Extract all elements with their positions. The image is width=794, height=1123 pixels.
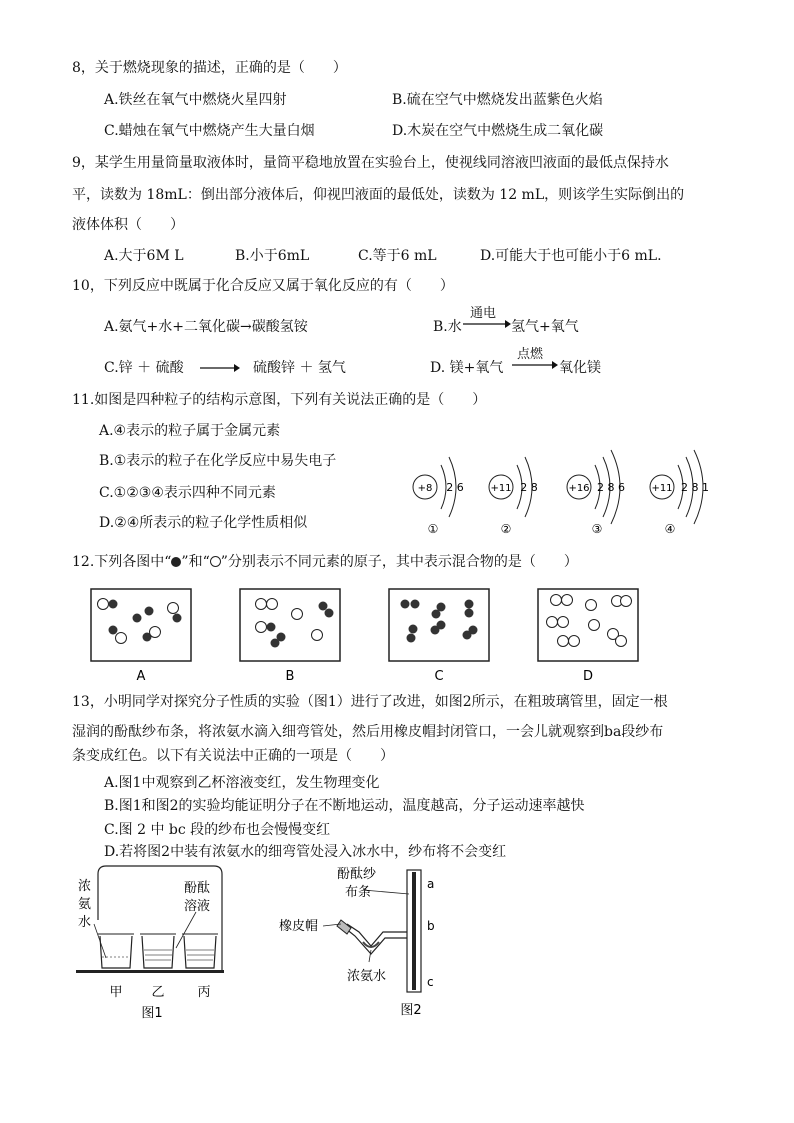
particle-box-a [91,589,191,684]
fig1-caption: 图1 [141,1006,163,1021]
atom-4-shells: 2 8 1 [681,481,709,494]
q10-stem: 10，下列反应中既属于化合反应又属于氧化反应的有（ ） [72,278,454,294]
fig1-cup-label-jia: 甲 [109,985,123,1000]
atom-diagram-2 [489,457,538,536]
fig2-ammonia-label: 浓氨水 [347,969,387,984]
particle-box-d [538,589,638,684]
fig1-cup-label-bing: 丙 [197,985,211,1000]
q10-option-d-reactant: D. 镁+氧气 [430,360,504,376]
cup-bing [182,934,218,968]
q10-option-d-condition: 点燃 [517,347,544,362]
q9-line-3: 液体体积（ ） [72,217,184,233]
atom-2-nucleus: +11 [490,483,512,494]
atom-3-shells: 2 8 6 [597,481,625,494]
q8-option-d: D.木炭在空气中燃烧生成二氧化碳 [392,123,604,139]
q13-line-2: 湿润的酚酞纱布条，将浓氨水滴入细弯管处，然后用橡皮帽封闭管口，一会儿就观察到ba段纱布 [72,724,664,740]
atom-3-nucleus: +16 [568,483,590,494]
box-b-label: B [285,669,295,684]
atom-diagram-4 [650,450,709,536]
atom-3-label: ③ [591,522,603,536]
q12-stem [72,553,578,571]
q10-option-c-product: 硫酸锌 ＋ 氢气 [253,360,346,376]
q12-stem-part-1: 12.下列各图中“ [72,554,172,570]
q8-option-b: B.硫在空气中燃烧发出蓝紫色火焰 [392,92,603,108]
fig1-phenolphthalein-label-2: 溶液 [184,899,211,914]
q11-option-d: D.②④所表示的粒子化学性质相似 [99,515,308,531]
particle-box-b [240,589,340,684]
fig1-ammonia-label-2: 氨 [78,897,92,912]
q13-option-a: A.图1中观察到乙杯溶液变红，发生物理变化 [104,775,380,791]
figure-2-apparatus [275,862,455,1022]
q10-option-c-reactant: C.锌 ＋ 硫酸 [104,360,184,376]
atom-2-shells: 2 8 [520,481,538,494]
atom-2-label: ② [500,522,512,536]
q10-option-b-arrow [463,318,511,330]
q10-option-d-product: 氧化镁 [559,360,601,376]
q8-option-a: A.铁丝在氧气中燃烧火星四射 [104,92,287,108]
fig1-cup-label-yi: 乙 [151,985,165,1000]
cup-yi [140,934,176,968]
fig2-mark-c: c [427,975,434,989]
q11-option-c: C.①②③④表示四种不同元素 [99,485,276,501]
figure-1-apparatus [72,862,242,1022]
box-a-label: A [136,669,146,684]
q13-line-3: 条变成红色。以下有关说法中正确的一项是（ ） [72,748,394,764]
q13-line-1: 13，小明同学对探究分子性质的实验（图1）进行了改进，如图2所示，在粗玻璃管里，固定一根 [72,694,668,710]
q11-stem: 11.如图是四种粒子的结构示意图，下列有关说法正确的是（ ） [72,392,487,408]
q13-option-d: D.若将图2中装有浓氨水的细弯管处浸入冰水中，纱布将不会变红 [104,844,507,860]
atom-4-label: ④ [664,522,676,536]
atom-4-nucleus: +11 [651,483,673,494]
q10-option-b-reactant: B.水 [433,319,462,335]
q9-option-b: B.小于6mL [235,248,310,264]
q13-option-b: B.图1和图2的实验均能证明分子在不断地运动，温度越高，分子运动速率越快 [104,798,585,814]
fig1-ammonia-label-3: 水 [78,915,92,930]
q10-option-b-product: 氢气+氧气 [511,319,579,335]
box-c-label: C [434,669,444,684]
atom-diagram-1 [413,457,464,536]
fig2-mark-a: a [427,877,435,891]
fig2-cloth-label-2: 布条 [345,885,372,900]
q11-option-a: A.④表示的粒子属于金属元素 [99,423,281,439]
fig1-ammonia-label-1: 浓 [78,879,92,894]
q10-option-c-arrow [200,362,240,374]
atom-diagram-3 [567,450,625,536]
q10-option-a: A.氨气+水+二氧化碳→碳酸氢铵 [104,319,308,335]
q12-stem-part-2: ”和“ [181,554,210,570]
particle-box-c [389,589,489,684]
q9-line-2: 平，读数为 18mL：倒出部分液体后，仰视凹液面的最低处，读数为 12 mL，则该学生实际倒出的 [72,187,685,203]
atom-1-nucleus: +8 [417,483,433,494]
box-d-label: D [582,669,594,684]
atom-1-label: ① [427,522,439,536]
fig2-caption: 图2 [400,1003,422,1018]
q10-option-d-arrow [512,359,558,371]
q12-stem-part-3: ”分别表示不同元素的原子，其中表示混合物的是（ ） [220,554,578,570]
filled-atom-icon [171,557,181,567]
q8-stem: 8，关于燃烧现象的描述，正确的是（ ） [72,60,347,76]
q10-option-b-condition: 通电 [470,306,497,321]
fig2-mark-b: b [427,919,435,933]
q9-option-c: C.等于6 mL [358,248,437,264]
fig1-phenolphthalein-label-1: 酚酞 [184,881,211,896]
fig2-cloth-label-1: 酚酞纱 [337,867,377,882]
q11-atom-diagrams [405,440,745,540]
q9-line-1: 9，某学生用量筒量取液体时，量筒平稳地放置在实验台上，使视线同溶液凹液面的最低点保持水 [72,155,669,171]
q9-option-a: A.大于6M L [104,248,184,264]
q11-option-b: B.①表示的粒子在化学反应中易失电子 [99,453,337,469]
q9-option-d: D.可能大于也可能小于6 mL. [480,248,662,264]
atom-1-shells: 2 6 [446,481,464,494]
q13-option-c: C.图 2 中 bc 段的纱布也会慢慢变红 [104,822,331,838]
q8-option-c: C.蜡烛在氧气中燃烧产生大量白烟 [104,123,315,139]
hollow-atom-icon [210,556,221,567]
fig2-cap-label: 橡皮帽 [279,919,319,934]
q12-particle-boxes [85,585,655,685]
